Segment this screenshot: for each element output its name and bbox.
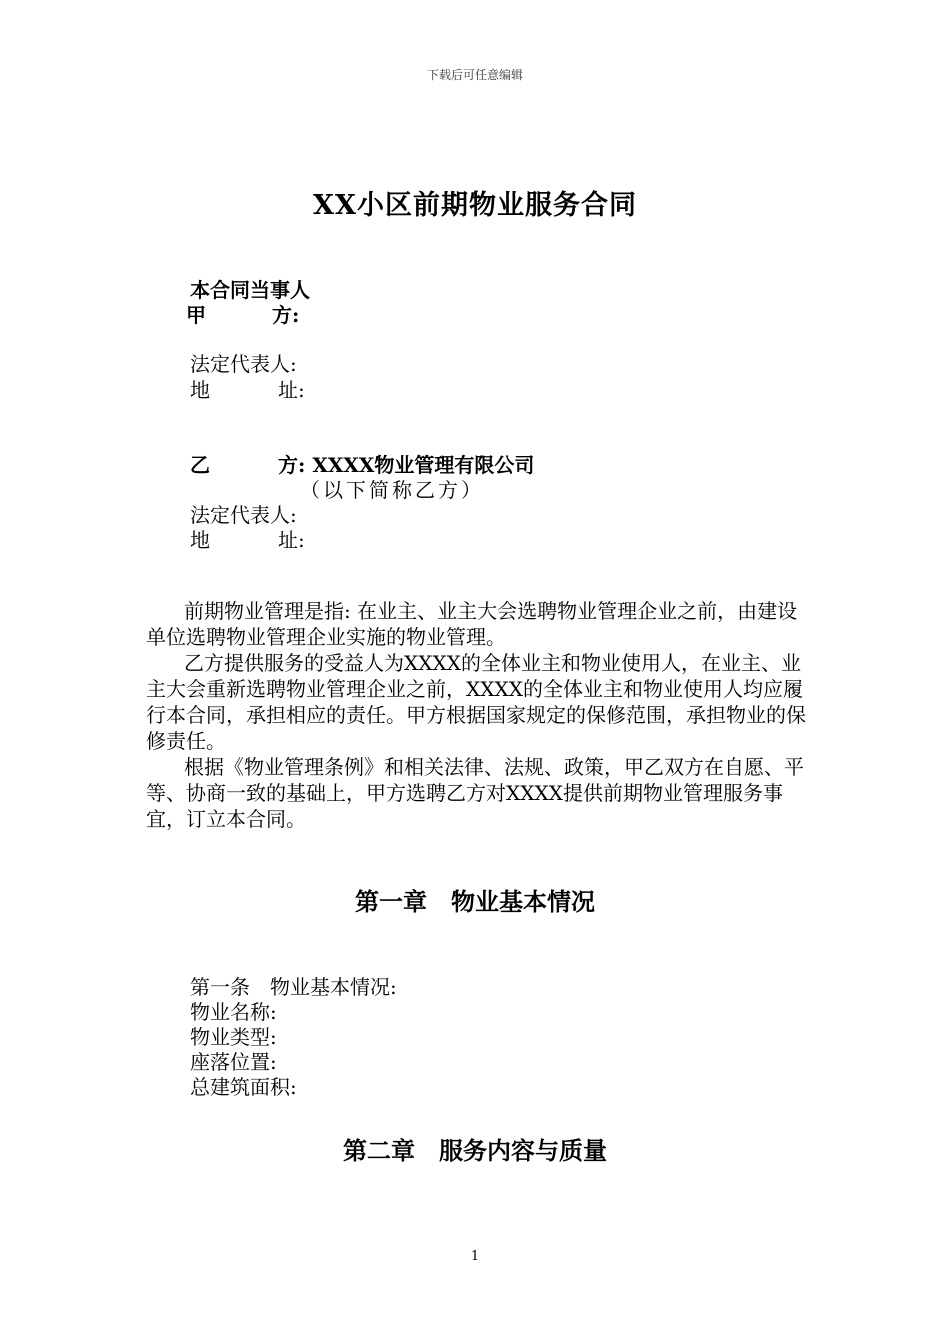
page-number: 1: [470, 1249, 480, 1264]
party-a-rep-label: 法定代表人:: [190, 352, 297, 376]
party-b-addr-char1: 地: [190, 528, 210, 552]
party-a-label-char2: 方:: [272, 303, 300, 327]
article-1-heading: 第一条 物业基本情况:: [190, 975, 397, 999]
field-property-name: 物业名称:: [190, 1000, 277, 1024]
party-b-addr-char2: 址:: [278, 528, 305, 552]
party-a-label-char1: 甲: [186, 303, 206, 327]
party-b-abbrev: （以下简称乙方）: [300, 478, 484, 502]
parties-heading: 本合同当事人: [190, 278, 310, 302]
chapter-1-title: 第一章 物业基本情况: [355, 887, 595, 916]
field-total-area: 总建筑面积:: [190, 1075, 297, 1099]
intro-paragraphs: [146, 598, 806, 832]
header-note: 下载后可任意编辑: [426, 68, 523, 82]
field-property-type: 物业类型:: [190, 1025, 277, 1049]
party-a-addr-char1: 地: [190, 378, 210, 402]
chapter-2-title: 第二章 服务内容与质量: [343, 1136, 607, 1165]
party-a-addr-char2: 址:: [278, 378, 305, 402]
party-b-rep-label: 法定代表人:: [190, 503, 297, 527]
party-b-label-char2: 方: XXXX物业管理有限公司: [278, 453, 535, 477]
party-b-label-char1: 乙: [190, 453, 210, 477]
field-location: 座落位置:: [190, 1050, 277, 1074]
document-title: XX小区前期物业服务合同: [313, 190, 637, 221]
intro-paragraph-2: 乙方提供服务的受益人为XXXX的全体业主和物业使用人，在业主、业主大会重新选聘物业管理企业之前，XXXX的全体业主和物业使用人均应履行本合同，承担相应的责任。甲方根据国家规定的保修范围，承担物业的保修责任。: [146, 651, 806, 753]
intro-paragraph-3: 根据《物业管理条例》和相关法律、法规、政策，甲乙双方在自愿、平等、协商一致的基础上，甲方选聘乙方对XXXX提供前期物业管理服务事宜，订立本合同。: [146, 755, 804, 831]
intro-paragraph-1: 前期物业管理是指: 在业主、业主大会选聘物业管理企业之前，由建设单位选聘物业管理企业实施的物业管理。: [146, 599, 798, 649]
